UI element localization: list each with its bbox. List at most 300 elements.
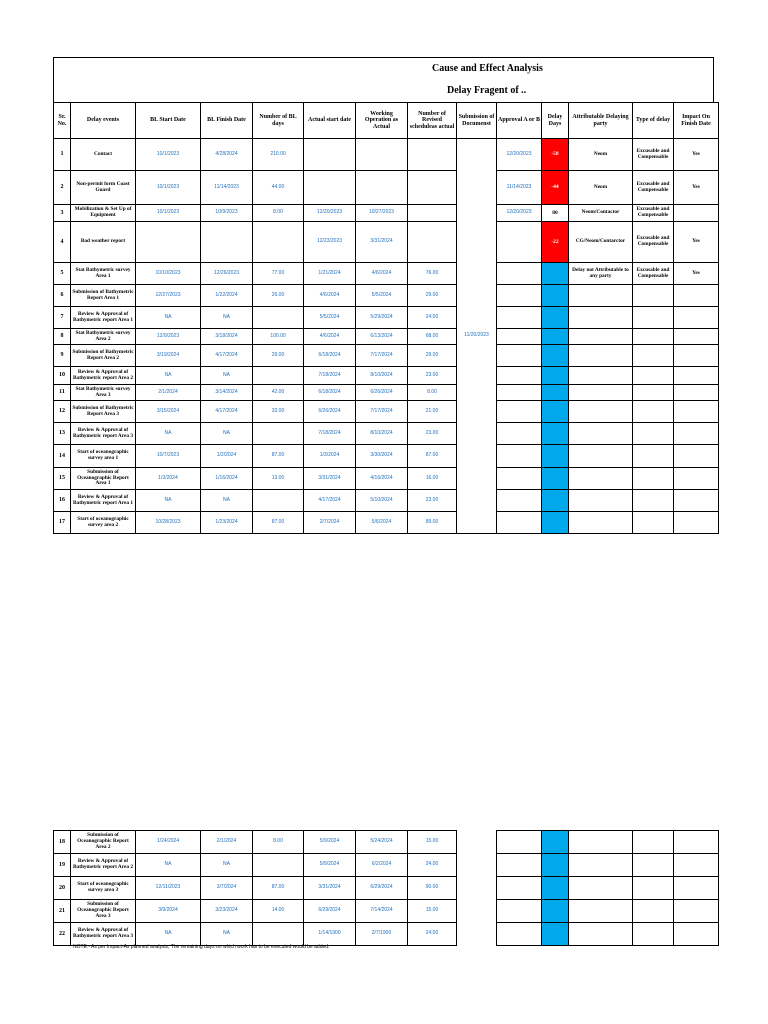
delaying-party-cell [569,401,633,423]
impact-cell: Yes [674,171,719,205]
bl-start-cell: 12/27/2023 [136,285,201,307]
bl-start-cell: 10/1/2023 [136,139,201,171]
column-header: BL Finish Date [201,103,253,139]
delay-days-cell [542,923,569,946]
delay-type-cell [633,345,674,367]
column-header: BL Start Date [136,103,201,139]
serial-number-cell: 12 [54,401,71,423]
revised-days-cell: 89.00 [408,512,457,534]
approval-cell [497,263,542,285]
impact-cell: Yes [674,139,719,171]
delay-type-cell [633,468,674,490]
revised-days-cell: 23.00 [408,367,457,385]
column-header: Delay events [71,103,136,139]
delay-type-cell [633,877,674,900]
revised-days-cell: 16.00 [408,468,457,490]
table-row [54,205,719,222]
actual-start-cell: 5/9/2024 [304,854,356,877]
bl-start-cell: 3/15/2024 [136,401,201,423]
serial-number-cell: 5 [54,263,71,285]
revised-days-cell: 29.00 [408,285,457,307]
working-operation-cell: 6/13/2024 [356,329,408,345]
delay-type-cell [633,329,674,345]
delay-type-cell: Excusable and Compensable [633,171,674,205]
column-header: Actual start date [304,103,356,139]
table-row [54,401,719,423]
revised-days-cell: 15.00 [408,831,457,854]
revised-days-cell [408,139,457,171]
serial-number-cell: 17 [54,512,71,534]
footnote: NOTE:- As per Impact-As planned analysis, The remaining days on which work has to be executed would be added. [73,944,330,950]
delaying-party-cell [569,490,633,512]
working-operation-cell [356,171,408,205]
delay-days-cell [542,345,569,367]
bl-finish-cell: 4/17/2024 [201,345,253,367]
serial-number-cell: 1 [54,139,71,171]
revised-days-cell: 21.00 [408,401,457,423]
bl-days-cell: 29.00 [253,345,304,367]
delay-type-cell [633,445,674,468]
table-row [54,263,719,285]
impact-cell: Yes [674,222,719,263]
delay-type-cell [633,854,674,877]
working-operation-cell: 7/17/2024 [356,401,408,423]
impact-cell [674,307,719,329]
bl-days-cell [253,367,304,385]
table-row [54,222,719,263]
delaying-party-cell [569,385,633,401]
bl-days-cell: 33.00 [253,401,304,423]
actual-start-cell: 5/9/2024 [304,831,356,854]
delay-table-continued [53,830,719,946]
table-row [54,171,719,205]
approval-cell: 12/20/2023 [497,139,542,171]
bl-finish-cell: 1/2/2024 [201,445,253,468]
approval-cell [497,923,542,946]
delay-days-cell [542,263,569,285]
approval-cell [497,345,542,367]
delay-type-cell: Excusable and Compensable [633,222,674,263]
revised-days-cell: 24.00 [408,923,457,946]
impact-cell [674,423,719,445]
table-row [54,900,719,923]
serial-number-cell: 4 [54,222,71,263]
serial-number-cell: 2 [54,171,71,205]
working-operation-cell: 3/31/2024 [356,222,408,263]
serial-number-cell: 16 [54,490,71,512]
delaying-party-cell [569,923,633,946]
bl-days-cell [253,854,304,877]
delay-type-cell [633,423,674,445]
bl-start-cell: 10/7/2023 [136,445,201,468]
bl-finish-cell: 1/22/2024 [201,285,253,307]
table-row [54,923,719,946]
bl-days-cell [253,490,304,512]
table-row [54,367,719,385]
bl-start-cell: 1/24/2024 [136,831,201,854]
column-header: Number of BL days [253,103,304,139]
approval-cell [497,385,542,401]
approval-cell [497,285,542,307]
delaying-party-cell [569,900,633,923]
bl-finish-cell: NA [201,307,253,329]
table-row [54,329,719,345]
impact-cell [674,345,719,367]
submission-cell [457,854,497,877]
delay-days-cell [542,512,569,534]
revised-days-cell: 24.00 [408,854,457,877]
bl-days-cell: 77.00 [253,263,304,285]
bl-days-cell [253,222,304,263]
analysis-sheet-top [53,57,714,534]
bl-days-cell [253,307,304,329]
approval-cell [497,877,542,900]
actual-start-cell: 6/26/2024 [304,401,356,423]
actual-start-cell: 7/18/2024 [304,367,356,385]
bl-finish-cell: 11/14/2023 [201,171,253,205]
serial-number-cell: 10 [54,367,71,385]
header-row [54,103,719,139]
delay-event-cell: Bad weather report [71,222,136,263]
bl-days-cell: 13.00 [253,468,304,490]
delay-event-cell: Stat Bathymetric survey Area 2 [71,329,136,345]
table-row [54,345,719,367]
delaying-party-cell [569,445,633,468]
impact-cell [674,401,719,423]
delay-type-cell: Excusable and Compensable [633,263,674,285]
revised-days-cell: 76.00 [408,263,457,285]
actual-start-cell: 12/20/2023 [304,205,356,222]
working-operation-cell: 8/10/2024 [356,367,408,385]
bl-finish-cell: 1/16/2024 [201,468,253,490]
column-header: Sr. No. [54,103,71,139]
page-subtitle: Delay Fragent of .. [447,85,527,96]
delay-days-cell [542,285,569,307]
impact-cell [674,900,719,923]
impact-cell [674,923,719,946]
working-operation-cell: 6/2/2024 [356,854,408,877]
serial-number-cell: 11 [54,385,71,401]
serial-number-cell: 20 [54,877,71,900]
actual-start-cell: 1/14/1900 [304,923,356,946]
column-header: Type of delay [633,103,674,139]
delay-type-cell [633,512,674,534]
bl-start-cell: 1/3/2024 [136,468,201,490]
delay-event-cell: Start of oceanographic survey area 1 [71,445,136,468]
actual-start-cell: 4/17/2024 [304,490,356,512]
table-row [54,468,719,490]
delaying-party-cell: Neom [569,139,633,171]
delaying-party-cell [569,877,633,900]
delay-event-cell: Submission of Bathymetric Report Area 1 [71,285,136,307]
bl-finish-cell: 3/14/2024 [201,385,253,401]
impact-cell [674,512,719,534]
delay-days-cell [542,385,569,401]
bl-start-cell: 10/10/2023 [136,263,201,285]
bl-start-cell: 12/9/2023 [136,329,201,345]
serial-number-cell: 14 [54,445,71,468]
bl-finish-cell [201,222,253,263]
delay-days-cell [542,854,569,877]
working-operation-cell: 5/5/2024 [356,285,408,307]
serial-number-cell: 6 [54,285,71,307]
impact-cell [674,385,719,401]
working-operation-cell: 10/27/2023 [356,205,408,222]
bl-days-cell: 14.00 [253,900,304,923]
delay-event-cell: Submission of Oceanographic Report Area 2 [71,831,136,854]
revised-days-cell [408,222,457,263]
bl-finish-cell: NA [201,923,253,946]
serial-number-cell: 22 [54,923,71,946]
actual-start-cell: 3/31/2024 [304,468,356,490]
bl-finish-cell: NA [201,423,253,445]
delay-days-cell [542,831,569,854]
bl-days-cell: 8.00 [253,205,304,222]
delay-type-cell: Excusable and Compensable [633,139,674,171]
bl-start-cell: NA [136,923,201,946]
table-row [54,445,719,468]
working-operation-cell: 2/7/1900 [356,923,408,946]
delay-days-cell: -22 [542,222,569,263]
serial-number-cell: 21 [54,900,71,923]
delaying-party-cell [569,831,633,854]
delay-days-cell [542,877,569,900]
delaying-party-cell [569,307,633,329]
bl-days-cell: 42.00 [253,385,304,401]
bl-finish-cell: NA [201,367,253,385]
impact-cell [674,445,719,468]
revised-days-cell: 29.00 [408,345,457,367]
table-row [54,854,719,877]
bl-start-cell: 2/1/2024 [136,385,201,401]
column-header: Approval A or B [497,103,542,139]
delay-days-cell [542,329,569,345]
delay-event-cell: Review & Approval of Bathymetric report Area 1 [71,490,136,512]
bl-finish-cell: 2/1/2024 [201,831,253,854]
delaying-party-cell: CG/Neom/Contarctor [569,222,633,263]
delaying-party-cell [569,854,633,877]
delay-event-cell: Submission of Oceanographic Report Area 1 [71,468,136,490]
delay-event-cell: Review & Approval of Bathymetric report Area 2 [71,854,136,877]
column-header: Submission of Documenst [457,103,497,139]
working-operation-cell: 5/10/2024 [356,490,408,512]
approval-cell [497,367,542,385]
revised-days-cell: 24.00 [408,307,457,329]
bl-start-cell: NA [136,490,201,512]
approval-cell [497,445,542,468]
impact-cell [674,831,719,854]
working-operation-cell: 5/29/2024 [356,307,408,329]
actual-start-cell [304,139,356,171]
serial-number-cell: 8 [54,329,71,345]
table-row [54,139,719,171]
working-operation-cell: 5/6/2024 [356,512,408,534]
submission-cell [457,877,497,900]
title-area [53,57,714,102]
working-operation-cell: 7/17/2024 [356,345,408,367]
bl-finish-cell: NA [201,854,253,877]
actual-start-cell: 12/23/2023 [304,222,356,263]
working-operation-cell: 3/30/2024 [356,445,408,468]
bl-days-cell: 210.00 [253,139,304,171]
impact-cell [674,329,719,345]
bl-start-cell: NA [136,423,201,445]
actual-start-cell [304,171,356,205]
delaying-party-cell [569,512,633,534]
delay-type-cell [633,285,674,307]
bl-days-cell: 87.00 [253,512,304,534]
bl-finish-cell: 3/18/2024 [201,329,253,345]
table-row [54,512,719,534]
bl-days-cell: 44.00 [253,171,304,205]
bl-start-cell: 3/19/2024 [136,345,201,367]
actual-start-cell: 4/6/2024 [304,285,356,307]
page-title: Cause and Effect Analysis [432,63,543,74]
working-operation-cell: 6/29/2024 [356,877,408,900]
delay-event-cell: Submission of Bathymetric Report Area 2 [71,345,136,367]
actual-start-cell: 4/6/2024 [304,329,356,345]
delay-days-cell [542,900,569,923]
delay-event-cell: Stat Bathymetric survey Area 1 [71,263,136,285]
impact-cell: Yes [674,263,719,285]
approval-cell [497,222,542,263]
delaying-party-cell [569,367,633,385]
bl-start-cell: 10/28/2023 [136,512,201,534]
actual-start-cell: 3/31/2024 [304,877,356,900]
approval-cell [497,423,542,445]
actual-start-cell: 1/3/2024 [304,445,356,468]
bl-days-cell [253,423,304,445]
revised-days-cell: 15.00 [408,900,457,923]
delay-type-cell [633,900,674,923]
revised-days-cell: 23.00 [408,423,457,445]
working-operation-cell: 4/16/2024 [356,468,408,490]
serial-number-cell: 7 [54,307,71,329]
bl-days-cell: 100.00 [253,329,304,345]
bl-start-cell: 3/9/2024 [136,900,201,923]
bl-finish-cell: 4/28/2024 [201,139,253,171]
approval-cell [497,401,542,423]
revised-days-cell: 90.00 [408,877,457,900]
actual-start-cell: 1/21/2024 [304,263,356,285]
actual-start-cell: 6/18/2024 [304,385,356,401]
column-header: Impact On Finish Date [674,103,719,139]
revised-days-cell: 8.00 [408,385,457,401]
table-row [54,831,719,854]
column-header: Working Operation as Actual [356,103,408,139]
delaying-party-cell: Neom [569,171,633,205]
bl-finish-cell: 3/7/2024 [201,877,253,900]
table-row [54,285,719,307]
delay-type-cell [633,401,674,423]
approval-cell [497,468,542,490]
revised-days-cell: 23.00 [408,490,457,512]
submission-cell [457,923,497,946]
column-header: Number of Revised scheduleas actual [408,103,457,139]
approval-cell [497,329,542,345]
delay-days-cell [542,468,569,490]
revised-days-cell: 87.00 [408,445,457,468]
delay-event-cell: Review & Approval of Bathymetric report Area 1 [71,307,136,329]
bl-start-cell: 12/11/2023 [136,877,201,900]
approval-cell [497,307,542,329]
bl-finish-cell: 12/26/2023 [201,263,253,285]
serial-number-cell: 13 [54,423,71,445]
delaying-party-cell [569,345,633,367]
delay-days-cell [542,307,569,329]
submission-cell [457,900,497,923]
bl-start-cell: NA [136,854,201,877]
bl-start-cell: 10/1/2023 [136,205,201,222]
impact-cell [674,367,719,385]
delaying-party-cell [569,329,633,345]
working-operation-cell: 4/6/2024 [356,263,408,285]
serial-number-cell: 3 [54,205,71,222]
delay-event-cell: Contact [71,139,136,171]
impact-cell [674,205,719,222]
actual-start-cell: 7/18/2024 [304,423,356,445]
delay-days-cell: -44 [542,171,569,205]
impact-cell [674,490,719,512]
delay-days-cell: 80 [542,205,569,222]
bl-finish-cell: 4/17/2024 [201,401,253,423]
delay-event-cell: Stat Bathymetric survey Area 3 [71,385,136,401]
column-header: Delay Days [542,103,569,139]
bl-start-cell: 10/1/2023 [136,171,201,205]
table-row [54,423,719,445]
impact-cell [674,285,719,307]
delay-event-cell: Mobilization & Set Up of Equipment [71,205,136,222]
actual-start-cell: 6/29/2024 [304,900,356,923]
delay-days-cell [542,423,569,445]
actual-start-cell: 5/5/2024 [304,307,356,329]
delay-event-cell: Review & Approval of Bathymetric report Area 2 [71,367,136,385]
working-operation-cell: 6/26/2024 [356,385,408,401]
table-row [54,877,719,900]
bl-start-cell: NA [136,367,201,385]
bl-finish-cell: 3/23/2024 [201,900,253,923]
impact-cell [674,854,719,877]
delay-type-cell [633,307,674,329]
table-row [54,490,719,512]
delay-event-cell: Review & Approval of Bathymetric report Area 3 [71,923,136,946]
bl-days-cell: 8.00 [253,831,304,854]
serial-number-cell: 9 [54,345,71,367]
working-operation-cell [356,139,408,171]
bl-finish-cell: 1/23/2024 [201,512,253,534]
delay-event-cell: Start of oceanographic survey area 3 [71,877,136,900]
delay-event-cell: Non-permit form Coast Guard [71,171,136,205]
revised-days-cell: 68.00 [408,329,457,345]
working-operation-cell: 7/14/2024 [356,900,408,923]
delay-days-cell [542,490,569,512]
delaying-party-cell: Neom/Contactor [569,205,633,222]
delay-event-cell: Start of oceanographic survey area 2 [71,512,136,534]
bl-days-cell: 26.00 [253,285,304,307]
revised-days-cell [408,171,457,205]
bl-days-cell [253,923,304,946]
approval-cell [497,831,542,854]
delay-event-cell: Submission of Bathymetric Report Area 3 [71,401,136,423]
delay-type-cell [633,385,674,401]
approval-cell [497,490,542,512]
actual-start-cell: 2/7/2024 [304,512,356,534]
delay-type-cell [633,923,674,946]
delay-type-cell [633,490,674,512]
delay-type-cell [633,367,674,385]
approval-cell [497,900,542,923]
serial-number-cell: 18 [54,831,71,854]
